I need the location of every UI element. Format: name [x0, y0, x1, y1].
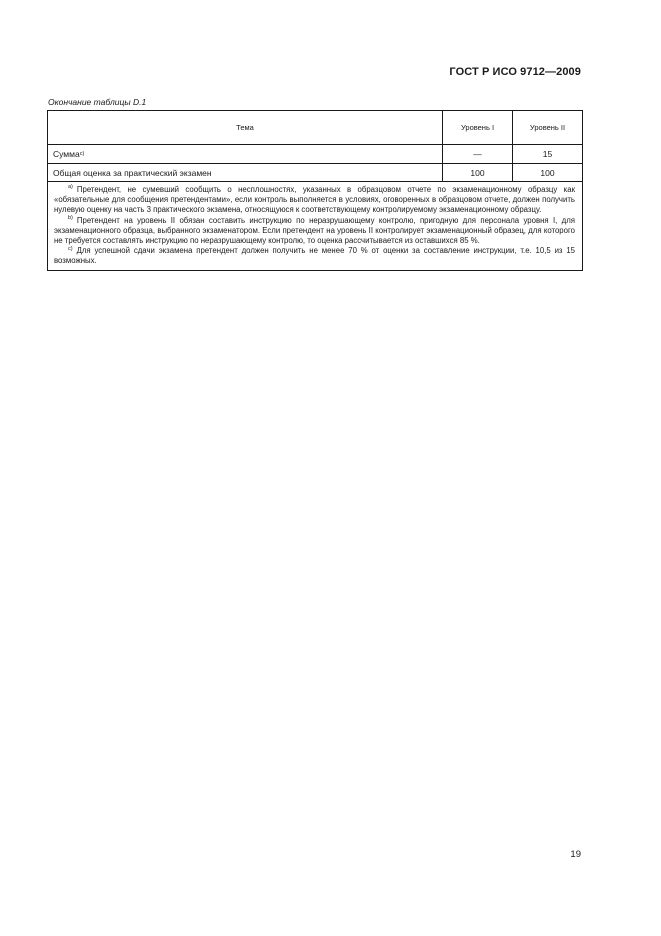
- table-row: [48, 145, 582, 164]
- row-level-1-value: 100: [443, 164, 513, 181]
- table-row: [48, 164, 582, 182]
- footnote: [54, 185, 575, 216]
- column-header-topic: Тема: [48, 111, 443, 144]
- footnote: [54, 216, 575, 247]
- row-level-1-value: —: [443, 145, 513, 163]
- row-topic: Сумма с): [48, 145, 443, 163]
- page-number: 19: [570, 849, 581, 860]
- row-level-2-value: 15: [542, 149, 553, 159]
- footnote: [54, 246, 575, 266]
- table-footnotes: [48, 182, 582, 270]
- footnote-marker: а): [68, 184, 73, 191]
- footnote-marker: с): [68, 245, 73, 252]
- table-caption: Окончание таблицы D.1: [48, 97, 147, 107]
- row-topic: [48, 164, 443, 181]
- document-id: ГОСТ Р ИСО 9712—2009: [449, 66, 581, 78]
- table-header-row: [48, 111, 582, 145]
- column-header-level-1: Уровень I: [443, 111, 513, 144]
- column-header-level-2: Уровень II: [529, 123, 566, 132]
- row-topic-text: Общая оценка за практический экзамен: [53, 167, 212, 178]
- row-topic-text: Сумма: [53, 149, 80, 159]
- data-table: [47, 110, 583, 271]
- footnote-text: Претендент, не сумевший сообщить о несплошностях, указанных в образцовом отчете по экзаменационному образцу как «обязательные для сообщения претендентами», если контроль выполняется в условиях, оговоренных в образцовом отчете, должен получить нулевую оценку на часть 3 практического экзамена, относящуюся к соответствующему контролируемому экзаменационному образцу.: [54, 185, 575, 215]
- footnote-text: Претендент на уровень II обязан составить инструкцию по неразрушающему контролю, пригодную для персонала уровня I, для экзаменационного образца, выбранного экзаменатором. Если претендент на уровень II контролирует экзаменационный образец, для которого не требуется составлять инструкцию по неразрушающему контролю, то оценка рассчитывается из оставшихся 85 %.: [54, 215, 575, 246]
- row-level-2-value: 100: [540, 167, 555, 178]
- footnote-text: Для успешной сдачи экзамена претендент должен получить не менее 70 % от оценки за составление инструкции, т.е. 10,5 из 15 возможных.: [54, 246, 575, 266]
- footnote-marker: b): [68, 215, 73, 222]
